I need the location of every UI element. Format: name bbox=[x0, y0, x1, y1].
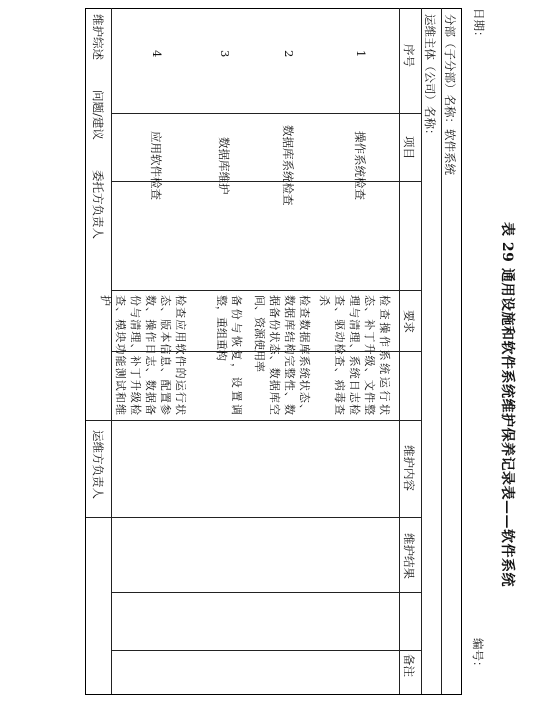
row-3-seq: 3 bbox=[218, 50, 232, 58]
table-border-bottom bbox=[85, 8, 86, 694]
row-1-item: 操作系统检查 bbox=[353, 131, 367, 200]
row-1-seq: 1 bbox=[354, 50, 368, 58]
header-result: 维护结果 bbox=[402, 533, 416, 579]
date-label: 日期： bbox=[472, 8, 486, 43]
header-remark: 备注 bbox=[402, 654, 416, 677]
remark-column[interactable] bbox=[112, 592, 400, 694]
table-number: 表 29 bbox=[499, 222, 515, 263]
row-1-requirement: 检查操作系统运行状态、补丁升级、文件整理与清理、系统日志检查、驱动检查、病毒查杀 bbox=[318, 295, 391, 415]
row-2-item: 数据库系统检查 bbox=[281, 125, 295, 206]
subject-name-row: 运维主体（公司）名称： bbox=[423, 14, 437, 141]
row-4-seq: 4 bbox=[150, 50, 164, 58]
col-sep bbox=[86, 420, 112, 421]
header-seq: 序号 bbox=[402, 44, 416, 67]
maintenance-summary-label: 维护综述 bbox=[91, 14, 105, 60]
header-item: 项目 bbox=[402, 136, 416, 159]
division-name-row: 分部（子分部）名称：软件系统 bbox=[443, 14, 457, 175]
content-column[interactable] bbox=[112, 420, 400, 517]
issues-suggestions-label: 问题/建议 bbox=[91, 90, 105, 140]
col-sep bbox=[86, 517, 112, 518]
header-content: 维护内容 bbox=[402, 445, 416, 491]
row-3-item: 数据库维护 bbox=[217, 137, 231, 195]
row-2-requirement: 检查数据库系统状态、数据库结构完整性、数据备份状态、数据库空间、资源使用率 bbox=[253, 295, 311, 415]
seq-column bbox=[112, 8, 400, 114]
result-column[interactable] bbox=[112, 517, 400, 592]
row-3-requirement: 备份与恢复，设置调整，重组重构 bbox=[215, 295, 243, 415]
table-border-top bbox=[461, 8, 462, 694]
page-title: 通用设施和软件系统维护保养记录表——软件系统 bbox=[499, 268, 515, 587]
number-label: 编号： bbox=[471, 638, 485, 673]
table-border-right bbox=[85, 694, 462, 695]
row-2-seq: 2 bbox=[282, 50, 296, 58]
client-responsible-label: 委托方负责人 bbox=[91, 170, 105, 239]
header-requirement: 要求 bbox=[402, 310, 416, 333]
item-column bbox=[112, 113, 400, 290]
requirement-column bbox=[99, 290, 400, 420]
row-4-requirement: 检查应用软件的运行状态、版本信息、配置参数、操作日志、数据备份与清理、补丁升级检查、模块功能测试和维护 bbox=[99, 295, 187, 415]
row-4-item: 应用软件检查 bbox=[149, 131, 163, 200]
operator-responsible-label: 运维方负责人 bbox=[91, 430, 105, 499]
